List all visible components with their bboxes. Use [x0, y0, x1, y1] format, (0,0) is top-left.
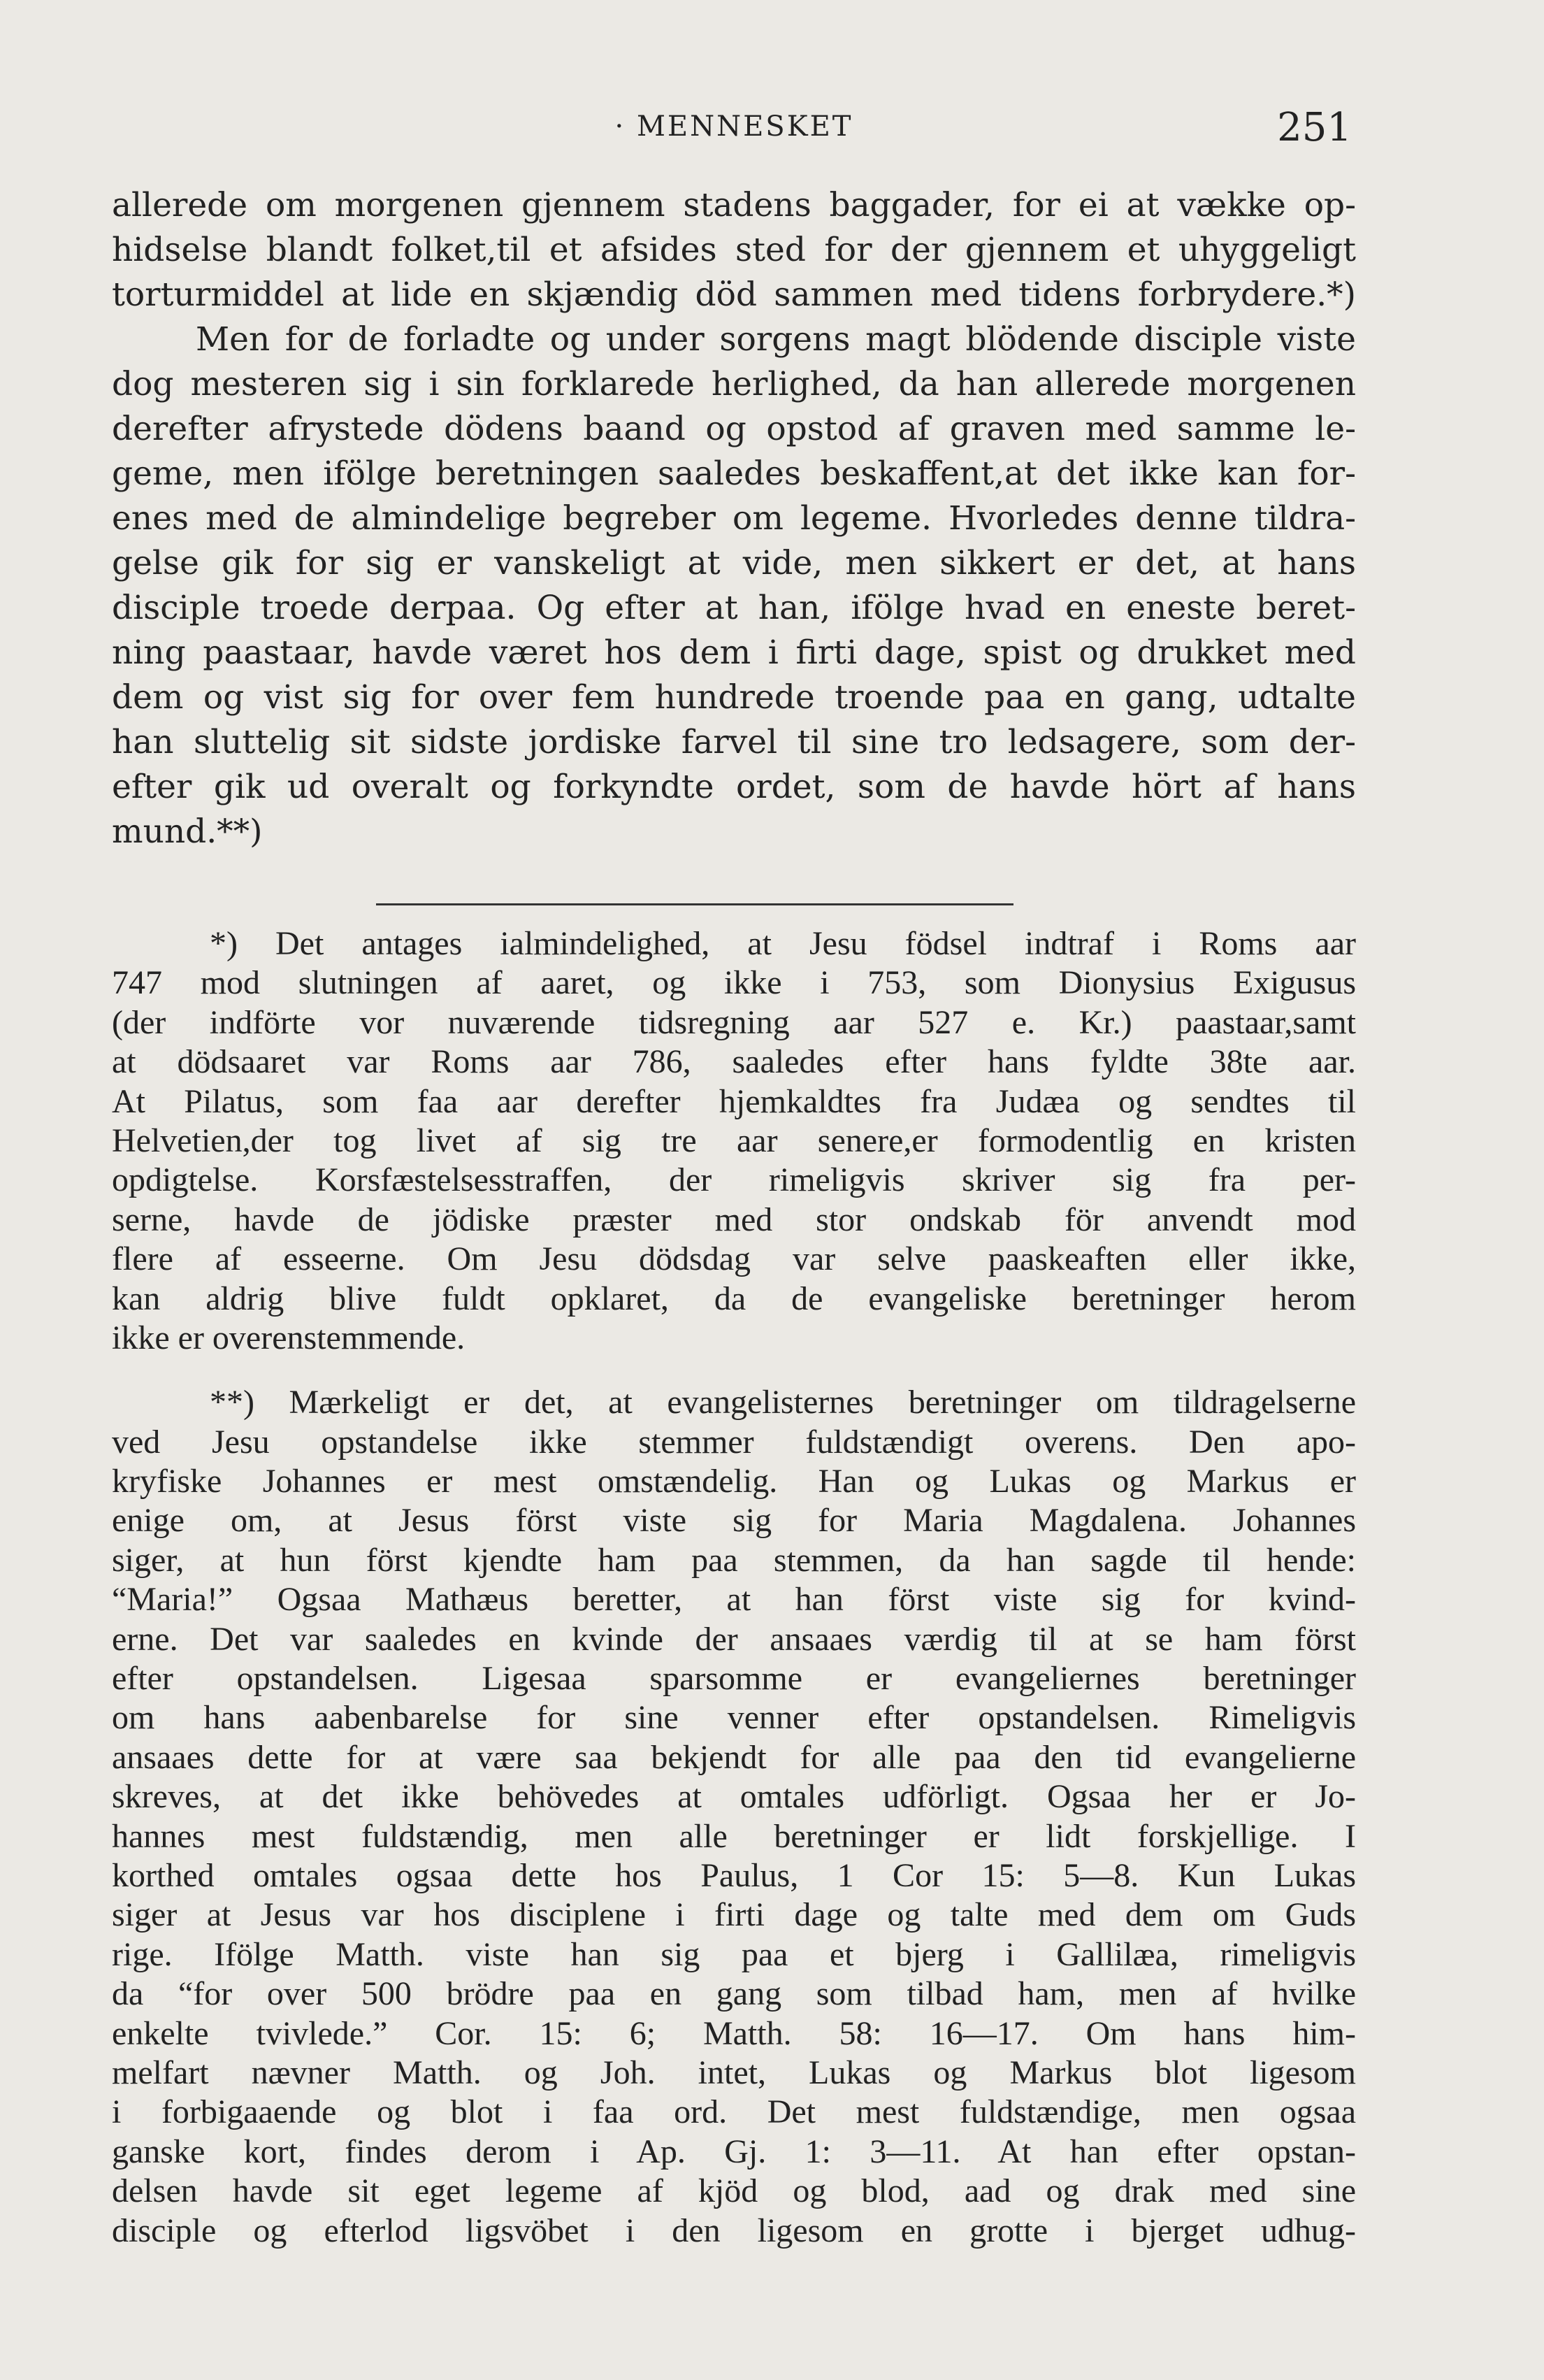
footnote-line: da “for over 500 brödre paa en gang som tilbad ham, men af hvilke [112, 1975, 1356, 2013]
footnote-line: disciple og efterlod ligsvöbet i den ligesom en grotte i bjerget udhug- [112, 2211, 1356, 2249]
footnote-line: delsen havde sit eget legeme af kjöd og blod, aad og drak med sine [112, 2172, 1356, 2210]
footnote-line: **) Mærkeligt er det, at evangelisternes beretninger om tildragelserne [210, 1384, 1356, 1421]
footnote-line: i forbigaaende og blot i faa ord. Det mest fuldstændige, men ogsaa [112, 2093, 1356, 2131]
footnote-line: flere af esseerne. Om Jesu dödsdag var selve paaskeaften eller ikke, [112, 1240, 1356, 1278]
footnote-line: ganske kort, findes derom i Ap. Gj. 1: 3—11. At han efter opstan- [112, 2132, 1356, 2170]
footnote-line: melfart nævner Matth. og Joh. intet, Lukas og Markus blot ligesom [112, 2053, 1356, 2091]
text-line: Men for de forladte og under sorgens magt blödende disciple viste [196, 320, 1356, 359]
footnote-line: skreves, at det ikke behövedes at omtales udförligt. Ogsaa her er Jo- [112, 1778, 1356, 1816]
footnote-line: efter opstandelsen. Ligesaa sparsomme er evangeliernes beretninger [112, 1660, 1356, 1698]
footnote-line: “Maria!” Ogsaa Mathæus beretter, at han först viste sig for kvind- [112, 1581, 1356, 1619]
footnote-line: enkelte tvivlede.” Cor. 15: 6; Matth. 58: 16—17. Om hans him- [112, 2014, 1356, 2052]
footnote-line: korthed omtales ogsaa dette hos Paulus, 1 Cor 15: 5—8. Kun Lukas [112, 1856, 1356, 1894]
text-line: ning paastaar, havde været hos dem i firti dage, spist og drukket med [112, 633, 1356, 672]
footnote-1 [112, 924, 1356, 1358]
footnote-line: (der indförte vor nuværende tidsregning aar 527 e. Kr.) paastaar,samt [112, 1003, 1356, 1041]
text-line: dog mesteren sig i sin forklarede herlighed, da han allerede morgenen [112, 365, 1356, 403]
footnote-line: ved Jesu opstandelse ikke stemmer fuldstændigt overens. Den apo- [112, 1423, 1356, 1461]
footnote-line: at dödsaaret var Roms aar 786, saaledes efter hans fyldte 38te aar. [112, 1043, 1356, 1081]
footnote-line: ansaaes dette for at være saa bekjendt for alle paa den tid evangelierne [112, 1738, 1356, 1776]
footnote-line: rige. Ifölge Matth. viste han sig paa et bjerg i Gallilæa, rimeligvis [112, 1935, 1356, 1973]
footnote-divider [376, 903, 1013, 905]
text-line: disciple troede derpaa. Og efter at han, ifölge hvad en eneste beret- [112, 589, 1356, 627]
text-line: torturmiddel at lide en skjændig död sammen med tidens forbrydere.*) [112, 275, 1356, 314]
footnote-2 [112, 1383, 1356, 2251]
text-line: hidselse blandt folket,til et afsides sted for der gjennem et uhyggeligt [112, 231, 1356, 269]
footnote-line: *) Det antages ialmindelighed, at Jesu födsel indtraf i Roms aar [210, 925, 1356, 962]
text-line: mund.**) [112, 812, 263, 851]
text-line: enes med de almindelige begreber om legeme. Hvorledes denne tildra- [112, 499, 1356, 538]
text-line: geme, men ifölge beretningen saaledes beskaffent,at det ikke kan for- [112, 454, 1356, 493]
footnote-line: om hans aabenbarelse for sine venner efter opstandelsen. Rimeligvis [112, 1699, 1356, 1737]
footnotes [112, 924, 1356, 2251]
footnote-line: At Pilatus, som faa aar derefter hjemkaldtes fra Judæa og sendtes til [112, 1082, 1356, 1120]
footnote-line: enige om, at Jesus först viste sig for Maria Magdalena. Johannes [112, 1502, 1356, 1540]
text-line: gelse gik for sig er vanskeligt at vide, men sikkert er det, at hans [112, 544, 1356, 582]
footnote-line: ikke er overenstemmende. [112, 1319, 466, 1356]
text-line: allerede om morgenen gjennem stadens baggader, for ei at vække op- [112, 186, 1356, 224]
text-line: derefter afrystede dödens baand og opstod af graven med samme le- [112, 410, 1356, 448]
text-line: dem og vist sig for over fem hundrede troende paa en gang, udtalte [112, 678, 1356, 717]
footnote-line: erne. Det var saaledes en kvinde der ansaaes værdig til at se ham först [112, 1620, 1356, 1658]
text-line: han sluttelig sit sidste jordiske farvel til sine tro ledsagere, som der- [112, 723, 1356, 761]
footnote-line: kan aldrig blive fuldt opklaret, da de evangeliske beretninger herom [112, 1279, 1356, 1317]
main-text [112, 183, 1356, 854]
footnote-line: kryfiske Johannes er mest omstændelig. Han og Lukas og Markus er [112, 1463, 1356, 1500]
footnote-line: serne, havde de jödiske præster med stor ondskab för anvendt mod [112, 1200, 1356, 1238]
chapter-title: · MENNESKET [614, 110, 853, 143]
running-head [112, 105, 1356, 150]
text-line: efter gik ud overalt og forkyndte ordet, som de havde hört af hans [112, 768, 1356, 806]
footnote-line: siger at Jesus var hos disciplene i firti dage og talte med dem om Guds [112, 1896, 1356, 1934]
page-number: 251 [1277, 105, 1352, 150]
footnote-line: siger, at hun först kjendte ham paa stemmen, da han sagde til hende: [112, 1541, 1356, 1579]
footnote-line: hannes mest fuldstændig, men alle beretninger er lidt forskjellige. I [112, 1817, 1356, 1855]
footnote-line: opdigtelse. Korsfæstelsesstraffen, der rimeligvis skriver sig fra per- [112, 1161, 1356, 1199]
footnote-line: Helvetien,der tog livet af sig tre aar senere,er formodentlig en kristen [112, 1121, 1356, 1159]
footnote-line: 747 mod slutningen af aaret, og ikke i 753, som Dionysius Exigusus [112, 964, 1356, 1002]
